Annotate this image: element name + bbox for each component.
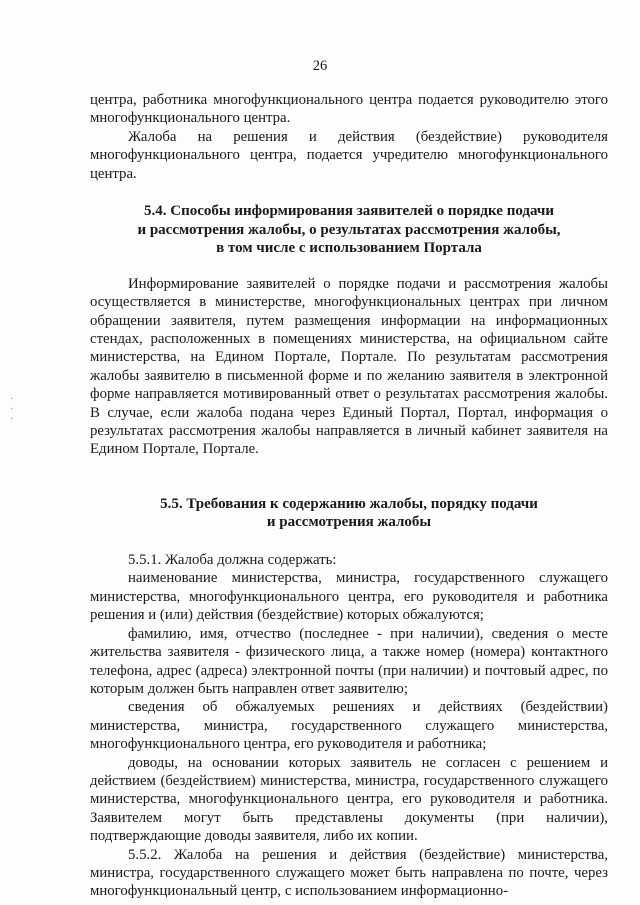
heading-line: 5.5. Требования к содержанию жалобы, порядку подачи [160,495,538,512]
page-number: 26 [312,58,328,74]
section-heading-5-5 [90,495,608,532]
section-heading-5-4 [90,202,608,258]
paragraph: Жалоба на решения и действия (бездействие) руководителя многофункционального центра, подается учредителю многофункционального центра. [90,128,608,182]
heading-line: в том числе с использованием Портала [216,240,482,257]
paragraph: 5.5.2. Жалоба на решения и действия (бездействие) министерства, министра, государственного служащего может быть направлена по почте, через многофункциональный центр, с использованием информационно- [90,846,608,900]
paragraph: Информирование заявителей о порядке подачи и рассмотрения жалобы осуществляется в министерстве, многофункциональных центрах при личном обращении заявителя, путем размещения информации на информационных стендах, расположенных в помещениях министерства, на официальном сайте министерства, на Едином Портале, Портале. По результатам рассмотрения жалобы заявителю в письменной форме и по желанию заявителя в электронной форме направляется мотивированный ответ о результатах рассмотрения жалобы. В случае, если жалоба подана через Единый Портал, Портал, информация о результатах рассмотрения жалобы направляется в личный кабинет заявителя на Едином Портале, Портале. [90,275,608,458]
paragraph: 5.5.1. Жалоба должна содержать: [128,552,337,569]
list-item: фамилию, имя, отчество (последнее - при наличии), сведения о месте жительства заявителя - физического лица, а также номер (номера) контактного телефона, адрес (адреса) электронной почты (при наличии) и почтовый адрес, по которым должен быть направлен ответ заявителю; [90,625,608,697]
heading-line: 5.4. Способы информирования заявителей о порядке подачи [144,203,554,220]
list-item: наименование министерства, министра, государственного служащего министерства, многофункционального центра, его руководителя и работника решения и (или) действия (бездействие) которых обжалуются; [90,570,608,624]
heading-line: и рассмотрения жалобы, о результатах рассмотрения жалобы, [137,221,561,238]
document-body [90,91,608,901]
heading-line: и рассмотрения жалобы [266,514,432,531]
list-item: сведения об обжалуемых решениях и действиях (бездействии) министерства, министра, государственного служащего министерства, многофункционального центра, его руководителя и работника; [90,699,608,753]
list-item: доводы, на основании которых заявитель не согласен с решением и действием (бездействием) министерства, министра, государственного служащего министерства, многофункционального центра, его руководителя и работника. Заявителем могут быть представлены документы (при наличии), подтверждающие доводы заявителя, либо их копии. [90,754,608,845]
paragraph: центра, работника многофункционального центра подается руководителю этого многофункционального центра. [90,92,608,127]
scan-artifact: · · · [10,394,14,425]
